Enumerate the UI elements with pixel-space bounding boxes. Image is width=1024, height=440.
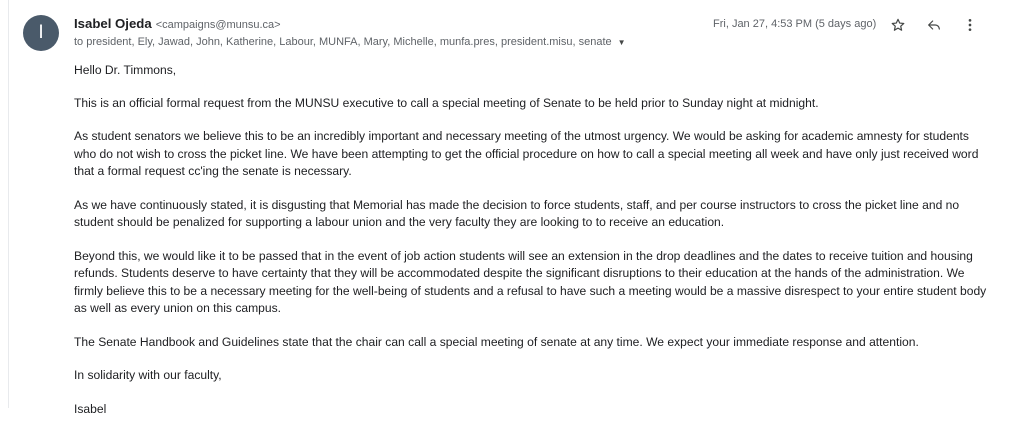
email-paragraph: This is an official formal request from the MUNSU executive to call a special meeting of Senate to be held prior to Sunday night at midnight.	[74, 95, 819, 110]
email-paragraph: As we have continuously stated, it is disgusting that Memorial has made the decision to force students, staff, and per course instructors to cross the picket line and no student should be penalized for supporting a labour union and the very faculty they are looking to to receive an education.	[74, 197, 960, 229]
sender-email: <campaigns@munsu.ca>	[155, 19, 281, 31]
sender-line	[74, 16, 281, 31]
email-closing: In solidarity with our faculty,	[74, 368, 222, 382]
reply-button[interactable]	[922, 13, 946, 37]
email-paragraph: Beyond this, we would like it to be passed that in the event of job action students will see an extension in the drop deadlines and the dates to receive tuition and housing refunds. Students deserve to have certainty that they will be accommodated despite the significant disruptions to their education at the hands of the administration. We firmly believe this to be a necessary meeting for the well-being of students and a refusal to have such a meeting would be a massive disrespect to your entire student body as well as every union on this campus.	[74, 248, 987, 315]
avatar[interactable]	[23, 15, 59, 51]
star-button[interactable]	[886, 13, 910, 37]
recipients-text: to president, Ely, Jawad, John, Katherine, Labour, MUNFA, Mary, Michelle, munfa.pres, president.misu, senate	[74, 36, 612, 48]
email-greeting: Hello Dr. Timmons,	[74, 63, 177, 77]
email-body	[74, 62, 994, 434]
recipients-line[interactable]	[74, 36, 626, 48]
chevron-down-icon[interactable]: ▼	[617, 37, 626, 47]
avatar-letter: I	[38, 22, 44, 43]
star-icon	[890, 17, 906, 33]
email-signature: Isabel	[74, 401, 107, 416]
reply-icon	[926, 17, 942, 33]
email-paragraph: The Senate Handbook and Guidelines state that the chair can call a special meeting of senate at any time. We expect your immediate response and attention.	[74, 334, 919, 349]
more-options-button[interactable]	[958, 13, 982, 37]
email-date: Fri, Jan 27, 4:53 PM (5 days ago)	[713, 18, 877, 30]
content-divider	[8, 0, 9, 408]
more-vert-icon	[962, 17, 978, 33]
email-paragraph: As student senators we believe this to be an incredibly important and necessary meeting of the utmost urgency. We would be asking for academic amnesty for students who do not wish to cross the picket line. We have been attempting to get the official procedure on how to call a special meeting all week and have only just received word that a formal request cc'ing the senate is necessary.	[74, 129, 979, 178]
sender-name[interactable]: Isabel Ojeda	[74, 16, 152, 31]
